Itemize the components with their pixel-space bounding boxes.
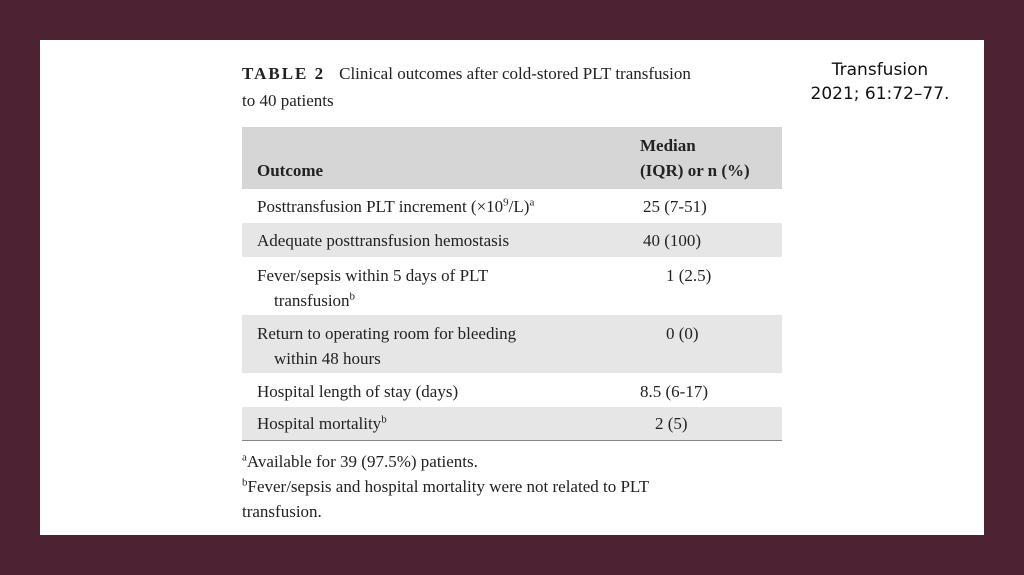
row-value: 1 (2.5) — [666, 266, 712, 285]
table-footnotes — [242, 449, 782, 524]
table-bottom-rule — [242, 440, 782, 441]
row-outcome: Hospital mortality$^b$ — [257, 413, 387, 433]
header-outcome: Outcome — [257, 161, 324, 180]
citation — [800, 58, 960, 106]
row-outcome: Hospital length of stay (days) — [257, 382, 459, 401]
header-value — [640, 127, 782, 189]
header-value-line2: (IQR) or n (%) — [640, 161, 750, 180]
table-row — [242, 189, 782, 223]
table-header-row — [242, 127, 782, 189]
row-outcome: Adequate posttransfusion hemostasis — [257, 231, 510, 250]
footnote-a: $^a$Available for 39 (97.5%) patients. — [242, 451, 478, 471]
table-row — [242, 407, 782, 440]
table-caption — [242, 60, 782, 114]
table-row — [242, 223, 782, 257]
outcomes-table — [242, 127, 782, 440]
table-row — [242, 257, 782, 315]
footnote-marker-a: a — [529, 196, 535, 209]
header-value-line1: Median — [640, 136, 696, 155]
row-outcome: Posttransfusion PLT increment $(\times 10^9/L)^a$ — [257, 196, 535, 216]
row-value: 0 (0) — [666, 324, 699, 343]
table-caption-label: TABLE 2 — [242, 64, 326, 83]
row-value: 25 (7-51) — [643, 197, 707, 216]
table-row — [242, 373, 782, 407]
table-caption-text-continued: to 40 patients — [242, 91, 334, 110]
footnote-b-continued: transfusion. — [242, 502, 322, 521]
footnote-marker-b: b — [349, 290, 356, 303]
row-outcome: Return to operating room for bleeding within 48 hours — [257, 324, 517, 368]
citation-journal: Transfusion — [831, 60, 929, 80]
row-value: 8.5 (6-17) — [640, 382, 708, 401]
footnote-b: $^b$Fever/sepsis and hospital mortality were not related to PLT — [242, 476, 650, 496]
footnote-marker-b: b — [381, 413, 387, 426]
table-caption-text: Clinical outcomes after cold-stored PLT transfusion — [339, 64, 691, 83]
table-row — [242, 315, 782, 373]
outcomes-table-figure — [242, 60, 782, 524]
row-value: 40 (100) — [643, 231, 702, 250]
row-value: 2 (5) — [655, 414, 688, 433]
row-outcome: Fever/sepsis within 5 days of PLT transfusion$^b$ — [257, 266, 489, 310]
citation-reference: 2021; 61:72–77. — [810, 84, 950, 104]
